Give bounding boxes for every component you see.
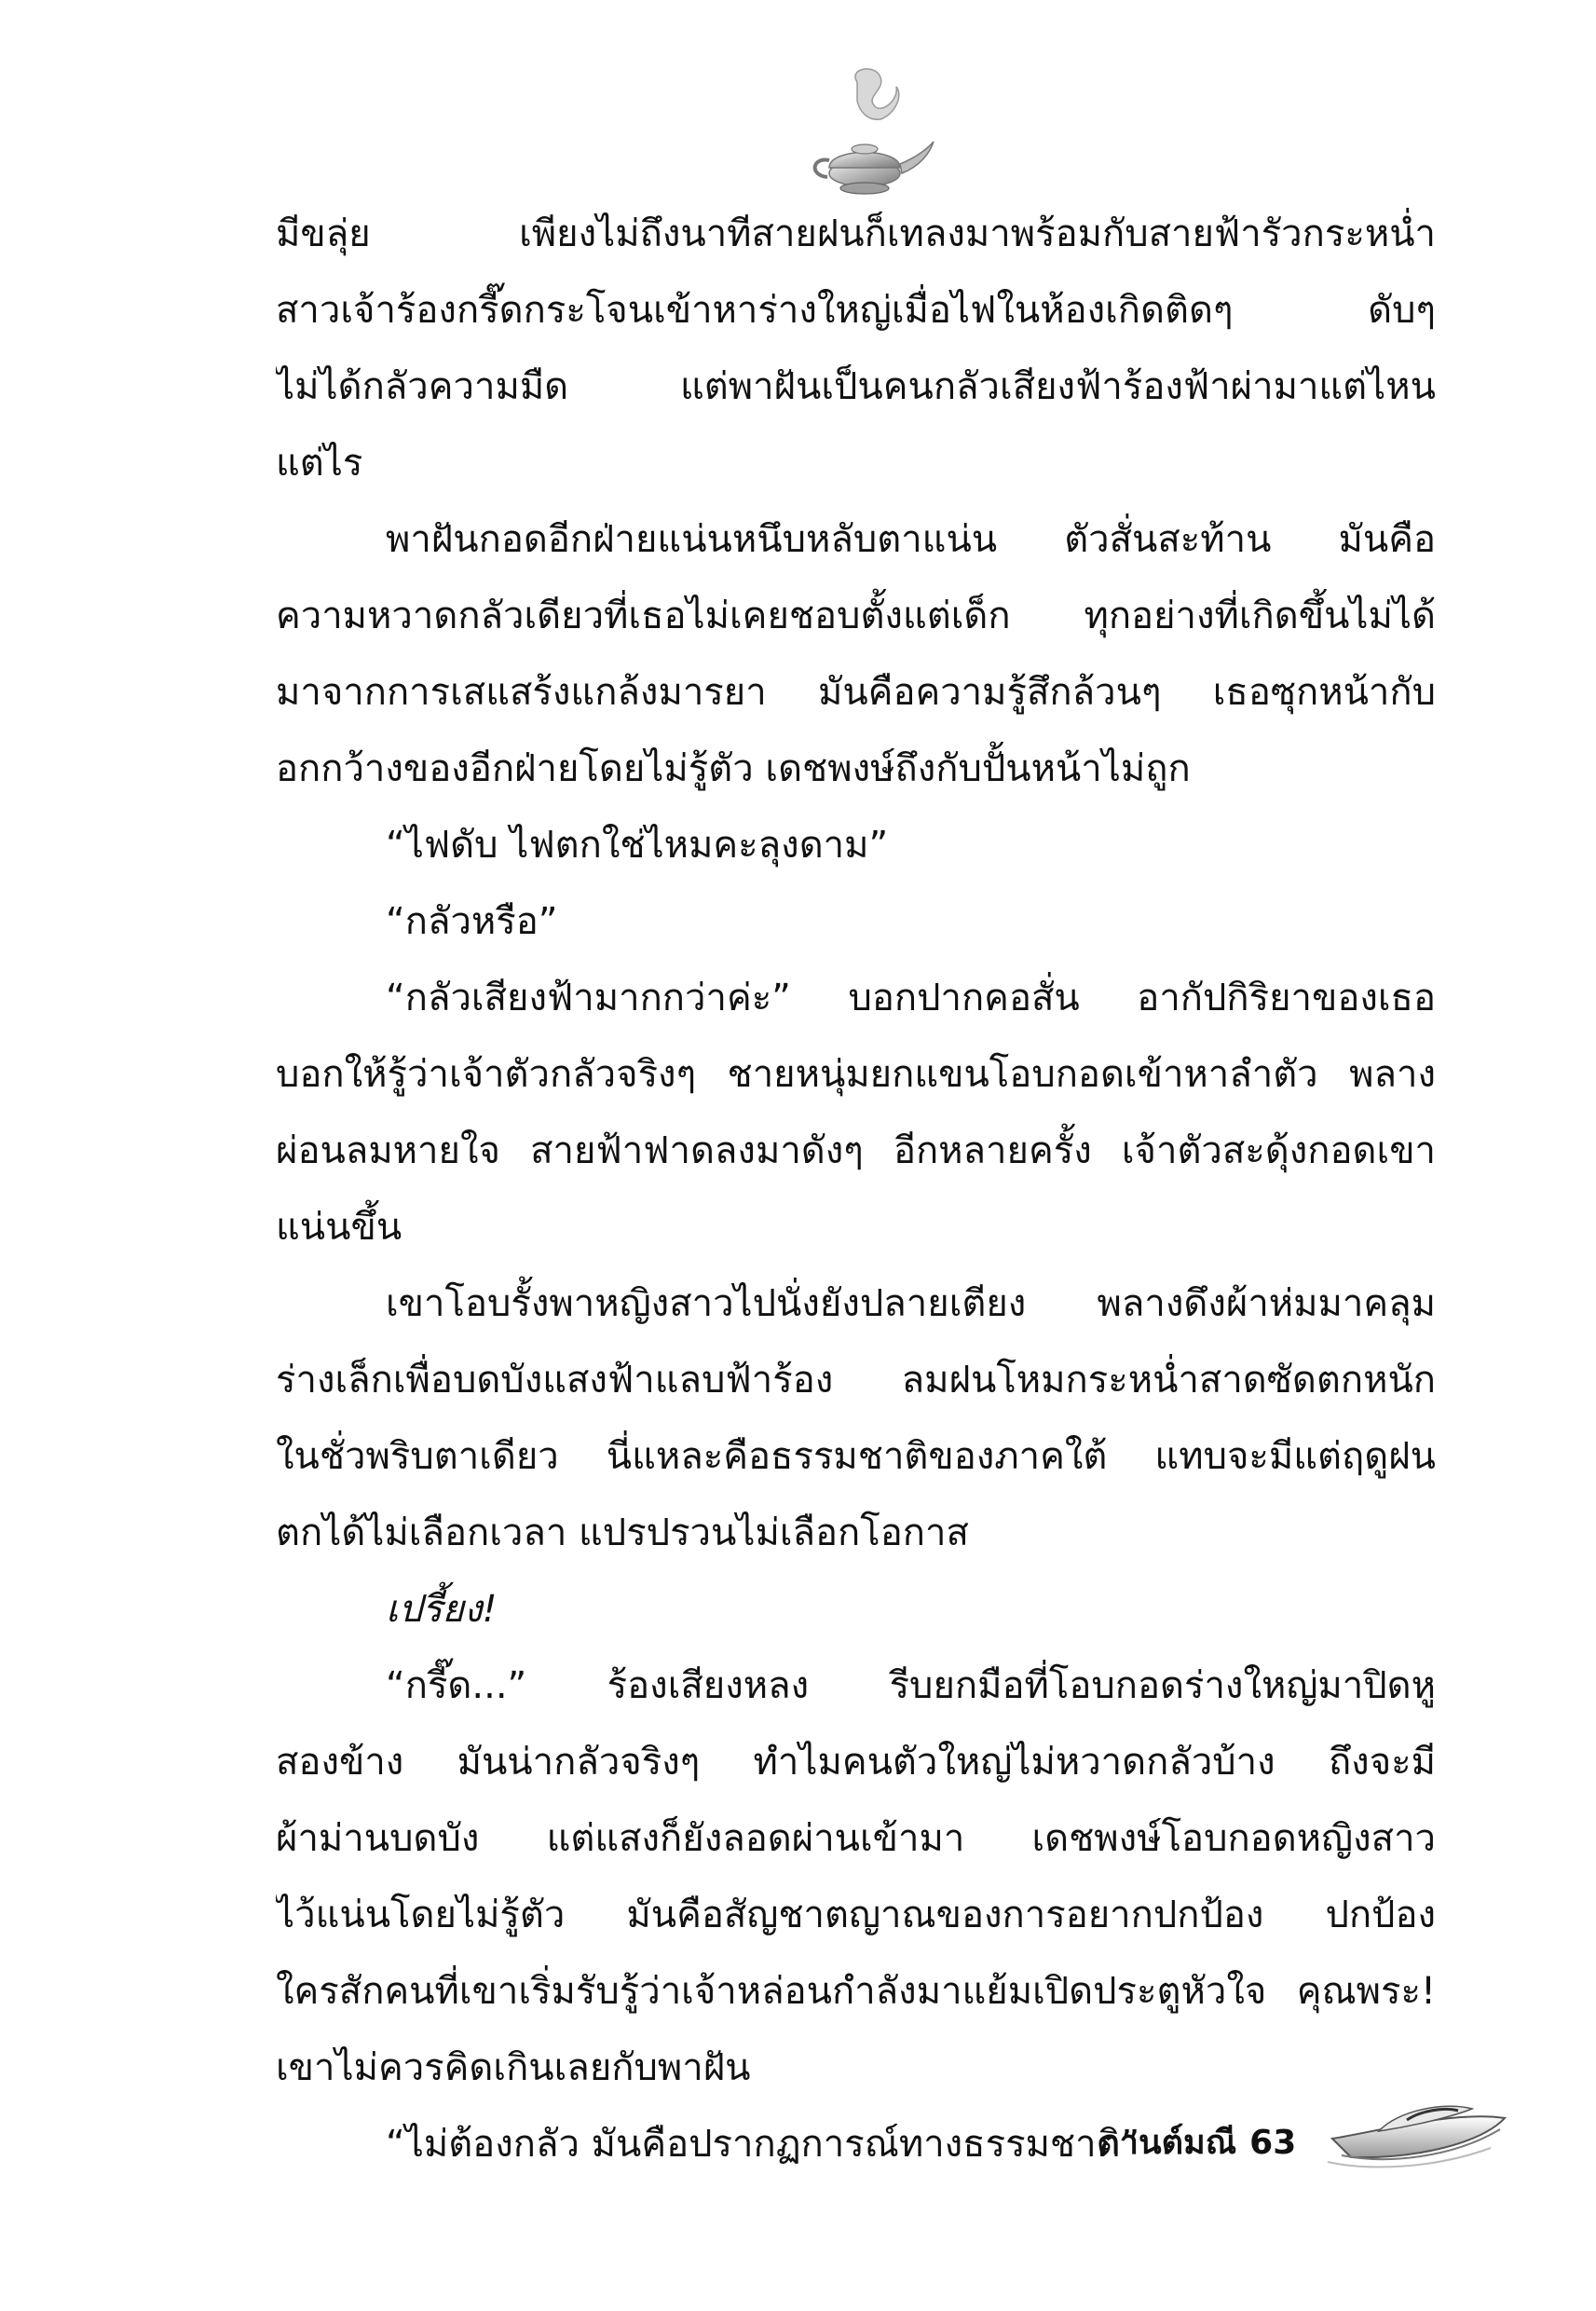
text-line: เขาโอบรั้งพาหญิงสาวไปนั่งยังปลายเตียง พลางดึงผ้าห่มมาคลุม xyxy=(386,1282,1436,1325)
text-line: เขาไม่ควรคิดเกินเลยกับพาฝัน xyxy=(276,2046,751,2089)
body-text xyxy=(276,196,1436,2182)
text-line: ความหวาดกลัวเดียวที่เธอไม่เคยชอบตั้งแต่เด็ก ทุกอย่างที่เกิดขึ้นไม่ได้ xyxy=(276,595,1436,637)
text-line: สาวเจ้าร้องกรี๊ดกระโจนเข้าหาร่างใหญ่เมื่อไฟในห้องเกิดติดๆ ดับๆ xyxy=(276,289,1436,332)
text-line: ตกได้ไม่เลือกเวลา แปรปรวนไม่เลือกโอกาส xyxy=(276,1511,969,1554)
text-line: ไม่ได้กลัวความมืด แต่พาฝันเป็นคนกลัวเสียงฟ้าร้องฟ้าผ่ามาแต่ไหน xyxy=(276,365,1436,408)
text-line: “ไม่ต้องกลัว มันคือปรากฏการณ์ทางธรรมชาติ” xyxy=(386,2123,1140,2166)
text-line: เปรี้ยง! xyxy=(386,1588,498,1631)
text-line: “กลัวเสียงฟ้ามากกว่าค่ะ” บอกปากคอสั่น อากัปกิริยาของเธอ xyxy=(386,977,1436,1019)
text-line: “ไฟดับ ไฟตกใช่ไหมคะลุงดาม” xyxy=(386,824,889,867)
book-title: กานต์มณี xyxy=(1099,2124,1237,2162)
page-number: 63 xyxy=(1249,2124,1297,2162)
text-line: ผ่อนลมหายใจ สายฟ้าฟาดลงมาดังๆ อีกหลายครั้ง เจ้าตัวสะดุ้งกอดเขา xyxy=(276,1129,1436,1172)
text-line: อกกว้างของอีกฝ่ายโดยไม่รู้ตัว เดชพงษ์ถึงกับปั้นหน้าไม่ถูก xyxy=(276,747,1191,790)
page-footer xyxy=(1099,2106,1296,2181)
text-line: “กลัวหรือ” xyxy=(386,900,558,943)
text-line: ไว้แน่นโดยไม่รู้ตัว มันคือสัญชาตญาณของการอยากปกป้อง ปกป้อง xyxy=(276,1894,1436,1936)
text-line: สองข้าง มันน่ากลัวจริงๆ ทำไมคนตัวใหญ่ไม่หวาดกลัวบ้าง ถึงจะมี xyxy=(276,1741,1436,1784)
text-line: แต่ไร xyxy=(276,442,363,485)
text-line: ใครสักคนที่เขาเริ่มรับรู้ว่าเจ้าหล่อนกำลังมาแย้มเปิดประตูหัวใจ คุณพระ! xyxy=(276,1970,1436,2013)
text-line: พาฝันกอดอีกฝ่ายแน่นหนึบหลับตาแน่น ตัวสั่นสะท้าน มันคือ xyxy=(386,518,1436,561)
text-line: ร่างเล็กเพื่อบดบังแสงฟ้าแลบฟ้าร้อง ลมฝนโหมกระหน่ำสาดซัดตกหนัก xyxy=(276,1359,1436,1402)
magic-lamp-icon xyxy=(792,63,941,203)
text-line: มาจากการเสแสร้งแกล้งมารยา มันคือความรู้สึกล้วนๆ เธอซุกหน้ากับ xyxy=(276,671,1436,714)
text-line: ผ้าม่านบดบัง แต่แสงก็ยังลอดผ่านเข้ามา เดชพงษ์โอบกอดหญิงสาว xyxy=(276,1817,1436,1860)
text-line: บอกให้รู้ว่าเจ้าตัวกลัวจริงๆ ชายหนุ่มยกแขนโอบกอดเข้าหาลำตัว พลาง xyxy=(276,1053,1436,1096)
text-line: ในชั่วพริบตาเดียว นี่แหละคือธรรมชาติของภาคใต้ แทบจะมีแต่ฤดูฝน xyxy=(276,1435,1436,1478)
text-line: “กรี๊ด...” ร้องเสียงหลง รีบยกมือที่โอบกอดร่างใหญ่มาปิดหู xyxy=(386,1664,1436,1707)
speedboat-icon xyxy=(1323,2073,1509,2176)
text-line: มีขลุ่ย เพียงไม่ถึงนาทีสายฝนก็เทลงมาพร้อมกับสายฟ้ารัวกระหน่ำ xyxy=(276,212,1436,255)
text-line: แน่นขึ้น xyxy=(276,1206,402,1249)
